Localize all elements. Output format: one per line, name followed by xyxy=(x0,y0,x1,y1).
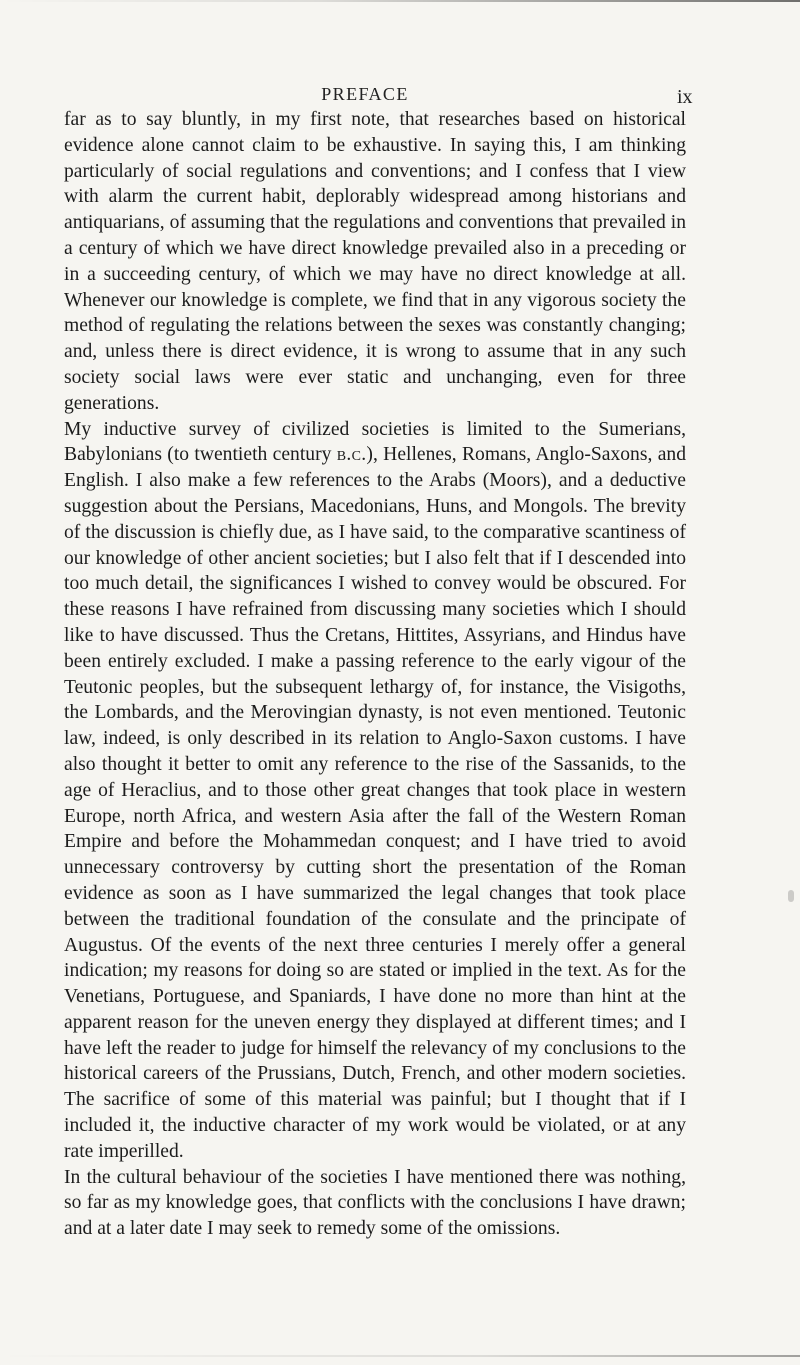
bottom-edge-shadow xyxy=(0,1355,800,1357)
era-abbreviation: b.c. xyxy=(336,444,367,466)
top-edge-shadow xyxy=(0,0,800,2)
paragraph-3: In the cultural behaviour of the societies I have mentioned there was nothing, so far as my knowledge goes, that conflicts with the conclusions I have drawn; and at a later date I may seek to remedy some of the omissions. xyxy=(64,1166,686,1240)
page-number: ix xyxy=(677,86,693,108)
body-text xyxy=(64,107,686,1242)
paragraph-2-start: My inductive survey of civilized societies is limited to the Sumerians, Babylonians (to twentieth century xyxy=(64,418,686,466)
page-blemish xyxy=(788,890,794,902)
paragraph-1: far as to say bluntly, in my first note, that researches based on historical evidence alone cannot claim to be exhaustive. In saying this, I am thinking particularly of social regulations and conventions; and I confess that I view with alarm the current habit, deplorably widespread among historians and antiquarians, of assuming that the regulations and conventions that prevailed in a century of which we have direct knowledge prevailed also in a preceding or in a succeeding century, of which we may have no direct knowledge at all. Whenever our knowledge is complete, we find that in any vigorous society the method of regulating the relations between the sexes was constantly changing; and, unless there is direct evidence, it is wrong to assume that in any such society social laws were ever static and unchanging, even for three generations. xyxy=(64,109,686,414)
running-title: PREFACE xyxy=(321,84,409,104)
paragraph-2 xyxy=(64,417,686,1165)
paragraph-2-rest: ), Hellenes, Romans, Anglo-Saxons, and English. I also make a few references to the Arabs (Moors), and a deductive suggestion about the Persians, Macedonians, Huns, and Mongols. The brevity of the discussion is chiefly due, as I have said, to the comparative scantiness of our knowledge of other ancient societies; but I also felt that if I descended into too much detail, the significances I wished to convey would be obscured. For these reasons I have refrained from discussing many societies which I should like to have discussed. Thus the Cretans, Hittites, Assyrians, and Hindus have been entirely excluded. I make a passing reference to the early vigour of the Teutonic peoples, but the subsequent lethargy of, for instance, the Visigoths, the Lombards, and the Merovingian dynasty, is not even mentioned. Teutonic law, indeed, is only described in its relation to Anglo-Saxon customs. I have also thought it better to omit any reference to the rise of the Sassanids, to the age of Heraclius, and to those other great changes that took place in western Europe, north Africa, and western Asia after the fall of the Western Roman Empire and before the Mohammedan conquest; and I have tried to avoid unnecessary controversy by cutting short the presentation of the Roman evidence as soon as I have summarized the legal changes that took place between the traditional foundation of the consulate and the principate of Augustus. Of the events of the next three centuries I merely offer a general indication; my reasons for doing so are stated or implied in the text. As for the Venetians, Portuguese, and Spaniards, I have done no more than hint at the apparent reason for the uneven energy they displayed at different times; and I have left the reader to judge for himself the relevancy of my conclusions to the historical careers of the Prussians, Dutch, French, and other modern societies. The sacrifice of some of this material was painful; but I thought that if I included it, the inductive character of my work would be violated, or at any rate imperilled. xyxy=(64,444,686,1162)
